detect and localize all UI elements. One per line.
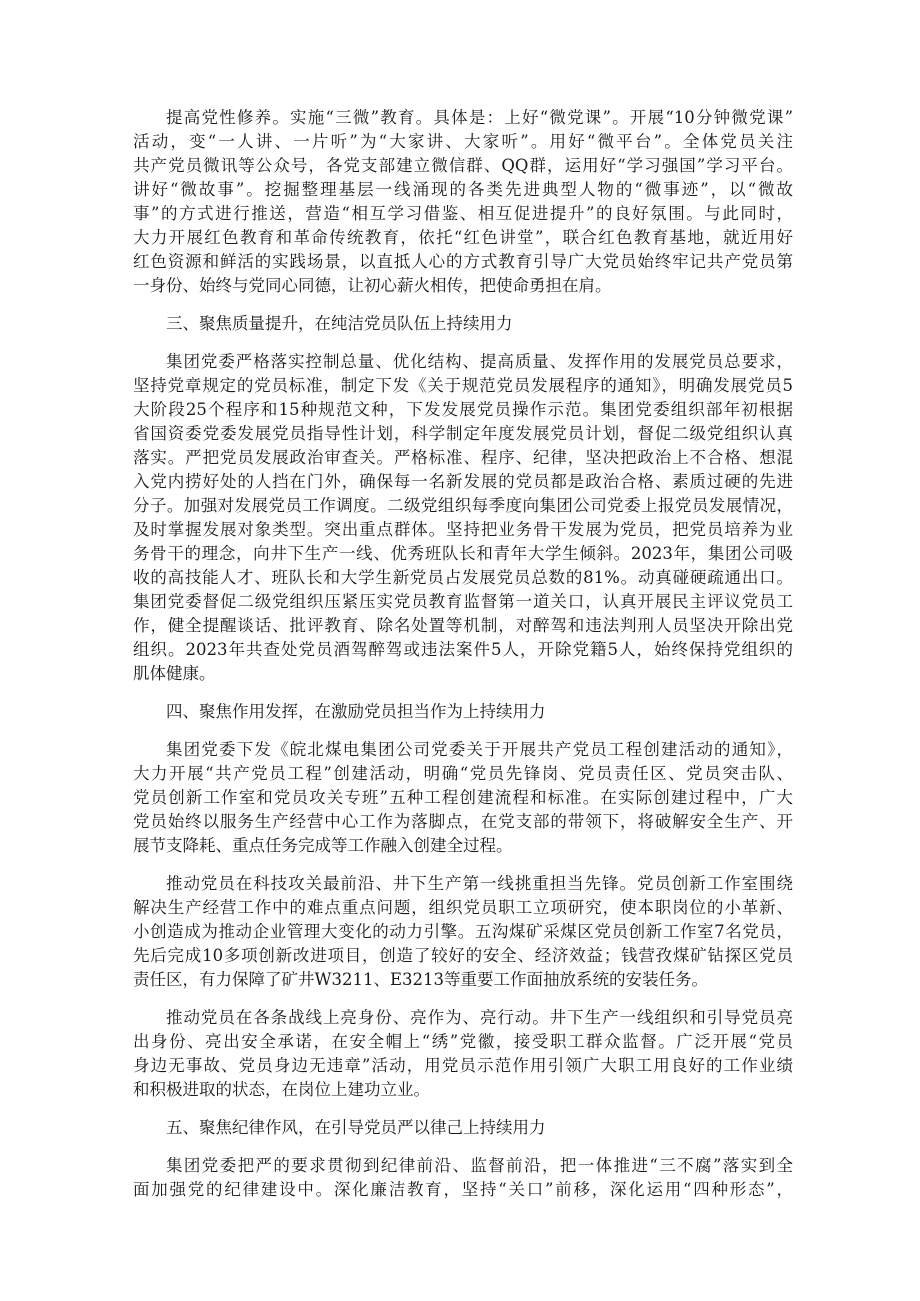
text-line: 责任区，有力保障了矿井W3211、E3213等重要工作面抽放系统的安装任务。 (133, 970, 708, 989)
text-line: 推动党员在各条战线上亮身份、亮作为、亮行动。井下生产一线组织和引导党员亮 (166, 1008, 793, 1027)
text-line: 大力开展红色教育和革命传统教育，依托“红色讲堂”，联合红色教育基地，就近用好 (133, 228, 793, 247)
section-heading (133, 1116, 793, 1140)
text-line: 事”的方式进行推送，营造“相互学习借鉴、相互促进提升”的良好氛围。与此同时， (133, 204, 793, 223)
text-line: 活动，变“一人讲、一片听”为“大家讲、大家听”。用好“微平台”。全体党员关注 (133, 132, 793, 151)
text-line: 四、聚焦作用发挥，在激励党员担当作为上持续用力 (166, 702, 546, 721)
text-line: 红色资源和鲜活的实践场景，以直抵人心的方式教育引导广大党员始终牢记共产党员第 (133, 252, 793, 271)
text-line: 省国资委党委发展党员指导性计划，科学制定年度发展党员计划，督促二级党组织认真 (133, 424, 793, 443)
text-line: 集团党委严格落实控制总量、优化结构、提高质量、发挥作用的发展党员总要求， (166, 352, 793, 371)
paragraph (133, 738, 793, 858)
text-line: 共产党员微讯等公众号，各党支部建立微信群、QQ群，运用好“学习强国”学习平台。 (133, 156, 793, 175)
paragraph (133, 1154, 793, 1202)
text-line: 集团党委把严的要求贯彻到纪律前沿、监督前沿，把一体推进“三不腐”落实到全 (166, 1156, 793, 1175)
text-line: 集团党委下发《皖北煤电集团公司党委关于开展共产党员工程创建活动的通知》， (166, 740, 793, 759)
text-line: 讲好“微故事”。挖掘整理基层一线涌现的各类先进典型人物的“微事迹”，以“微故 (133, 180, 793, 199)
text-line: 坚持党章规定的党员标准，制定下发《关于规范党员发展程序的通知》，明确发展党员5 (133, 376, 793, 395)
text-line: 五、聚焦纪律作风，在引导党员严以律己上持续用力 (166, 1118, 546, 1137)
text-line: 肌体健康。 (133, 664, 216, 683)
section-heading (133, 700, 793, 724)
text-line: 分子。加强对发展党员工作调度。二级党组织每季度向集团公司党委上报党员发展情况， (133, 496, 793, 515)
text-line: 党员创新工作室和党员攻关专班”五种工程创建流程和标准。在实际创建过程中，广大 (133, 788, 793, 807)
paragraph (133, 1006, 793, 1102)
paragraph (133, 106, 793, 298)
text-line: 集团党委督促二级党组织压紧压实党员教育监督第一道关口，认真开展民主评议党员工 (133, 592, 793, 611)
text-line: 组织。2023年共查处党员酒驾醉驾或违法案件5人，开除党籍5人，始终保持党组织的 (133, 640, 793, 659)
section-heading (133, 312, 793, 336)
text-line: 务骨干的理念，向井下生产一线、优秀班队长和青年大学生倾斜。2023年，集团公司吸 (133, 544, 793, 563)
text-line: 和积极进取的状态，在岗位上建功立业。 (133, 1080, 430, 1099)
text-line: 先后完成10多项创新改进项目，创造了较好的安全、经济效益；钱营孜煤矿钻探区党员 (133, 946, 793, 965)
text-line: 展节支降耗、重点任务完成等工作融入创建全过程。 (133, 836, 513, 855)
text-line: 面加强党的纪律建设中。深化廉洁教育，坚持“关口”前移，深化运用“四种形态”， (133, 1180, 793, 1199)
text-line: 一身份、始终与党同心同德，让初心薪火相传，把使命勇担在肩。 (133, 276, 612, 295)
text-line: 入党内捞好处的人挡在门外，确保每一名新发展的党员都是政治合格、素质过硬的先进 (133, 472, 793, 491)
text-line: 解决生产经营工作中的难点重点问题，组织党员职工立项研究，使本职岗位的小革新、 (133, 898, 793, 917)
text-line: 身边无事故、党员身边无违章”活动，用党员示范作用引领广大职工用良好的工作业绩 (133, 1056, 793, 1075)
text-line: 收的高技能人才、班队长和大学生新党员占发展党员总数的81%。动真碰硬疏通出口。 (133, 568, 793, 587)
text-line: 落实。严把党员发展政治审查关。严格标准、程序、纪律，坚决把政治上不合格、想混 (133, 448, 793, 467)
text-line: 三、聚焦质量提升，在纯洁党员队伍上持续用力 (166, 314, 513, 333)
text-line: 大力开展“共产党员工程”创建活动，明确“党员先锋岗、党员责任区、党员突击队、 (133, 764, 793, 783)
paragraph (133, 872, 793, 992)
text-line: 提高党性修养。实施“三微”教育。具体是：上好“微党课”。开展“10分钟微党课” (166, 108, 793, 127)
text-line: 小创造成为推动企业管理大变化的动力引擎。五沟煤矿采煤区党员创新工作室7名党员， (133, 922, 793, 941)
text-line: 作，健全提醒谈话、批评教育、除名处置等机制，对醉驾和违法判刑人员坚决开除出党 (133, 616, 793, 635)
document-page (133, 106, 793, 1216)
text-line: 推动党员在科技攻关最前沿、井下生产第一线挑重担当先锋。党员创新工作室围绕 (166, 874, 793, 893)
text-line: 及时掌握发展对象类型。突出重点群体。坚持把业务骨干发展为党员，把党员培养为业 (133, 520, 793, 539)
text-line: 党员始终以服务生产经营中心工作为落脚点，在党支部的带领下，将破解安全生产、开 (133, 812, 793, 831)
text-line: 大阶段25个程序和15种规范文种，下发发展党员操作示范。集团党委组织部年初根据 (133, 400, 793, 419)
paragraph (133, 350, 793, 686)
text-line: 出身份、亮出安全承诺，在安全帽上“绣”党徽，接受职工群众监督。广泛开展“党员 (133, 1032, 793, 1051)
